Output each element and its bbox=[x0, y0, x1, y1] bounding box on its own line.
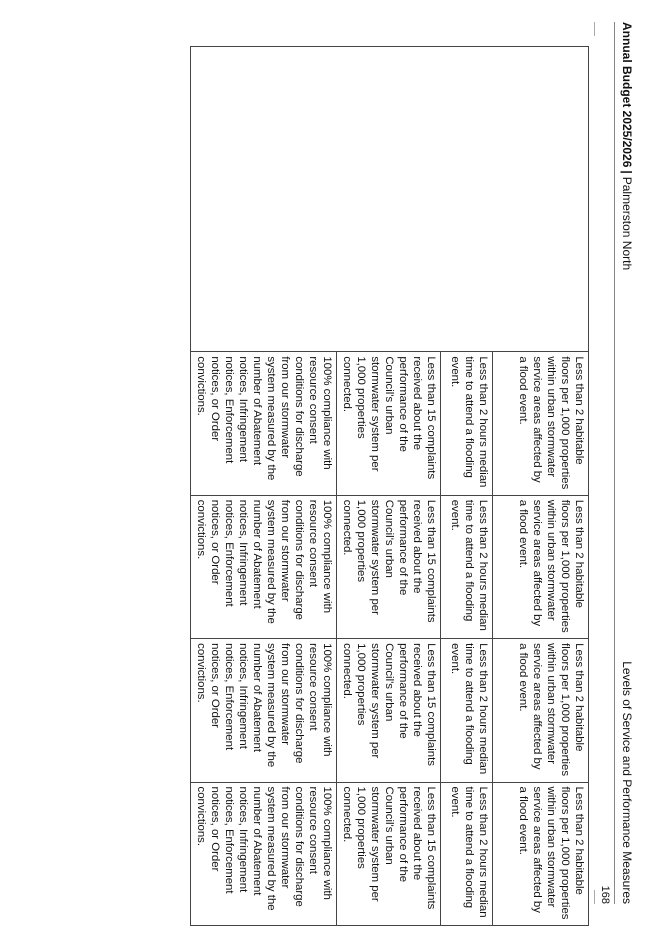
table-cell: Less than 15 complaints received about the performance of the Council's urban stormwater system per 1,000 properties connected. bbox=[337, 352, 441, 495]
table-cell: Less than 15 complaints received about the performance of the Council's urban stormwater system per 1,000 properties connected. bbox=[337, 495, 441, 638]
running-header-left bbox=[620, 22, 634, 270]
table-cell: Less than 15 complaints received about the performance of the Council's urban stormwater system per 1,000 properties connected. bbox=[337, 639, 441, 782]
edge-rule bbox=[594, 22, 595, 36]
table-cell: 100% compliance with resource consent conditions for discharge from our stormwater system measured by the number of Abatement notices, Infringement notices, Enforcement notices, or Order convictions. bbox=[191, 782, 337, 925]
table-cell: Less than 15 complaints received about the performance of the Council's urban stormwater system per 1,000 properties connected. bbox=[337, 782, 441, 925]
table-cell: Less than 2 habitable floors per 1,000 properties within urban stormwater service areas affected by a flood event. bbox=[493, 495, 589, 638]
empty-label-cell bbox=[191, 47, 589, 352]
table-cell: 100% compliance with resource consent conditions for discharge from our stormwater system measured by the number of Abatement notices, Infringement notices, Enforcement notices, or Order convictions. bbox=[191, 639, 337, 782]
table-cell: Less than 2 hours median time to attend a flooding event. bbox=[441, 352, 493, 495]
table-cell: Less than 2 habitable floors per 1,000 properties within urban stormwater service areas affected by a flood event. bbox=[493, 352, 589, 495]
table-cell: Less than 2 habitable floors per 1,000 properties within urban stormwater service areas affected by a flood event. bbox=[493, 782, 589, 925]
table-cell: 100% compliance with resource consent conditions for discharge from our stormwater system measured by the number of Abatement notices, Infringement notices, Enforcement notices, or Order convictions. bbox=[191, 495, 337, 638]
header-separator: | bbox=[620, 170, 634, 174]
table-cell: 100% compliance with resource consent conditions for discharge from our stormwater system measured by the number of Abatement notices, Infringement notices, Enforcement notices, or Order convictions. bbox=[191, 352, 337, 495]
table-row bbox=[493, 47, 589, 926]
performance-measures-table bbox=[190, 46, 589, 926]
table-cell: Less than 2 hours median time to attend a flooding event. bbox=[441, 495, 493, 638]
document-title: Annual Budget 2025/2026 bbox=[620, 22, 634, 168]
section-title: Levels of Service and Performance Measures bbox=[620, 661, 634, 904]
page-number: 168 bbox=[599, 885, 611, 904]
council-name: Palmerston North bbox=[620, 176, 634, 271]
header-rule bbox=[614, 22, 615, 904]
table-cell: Less than 2 hours median time to attend a flooding event. bbox=[441, 782, 493, 925]
table-cell: Less than 2 hours median time to attend a flooding event. bbox=[441, 639, 493, 782]
table-cell: Less than 2 habitable floors per 1,000 properties within urban stormwater service areas affected by a flood event. bbox=[493, 639, 589, 782]
edge-rule bbox=[594, 890, 595, 904]
